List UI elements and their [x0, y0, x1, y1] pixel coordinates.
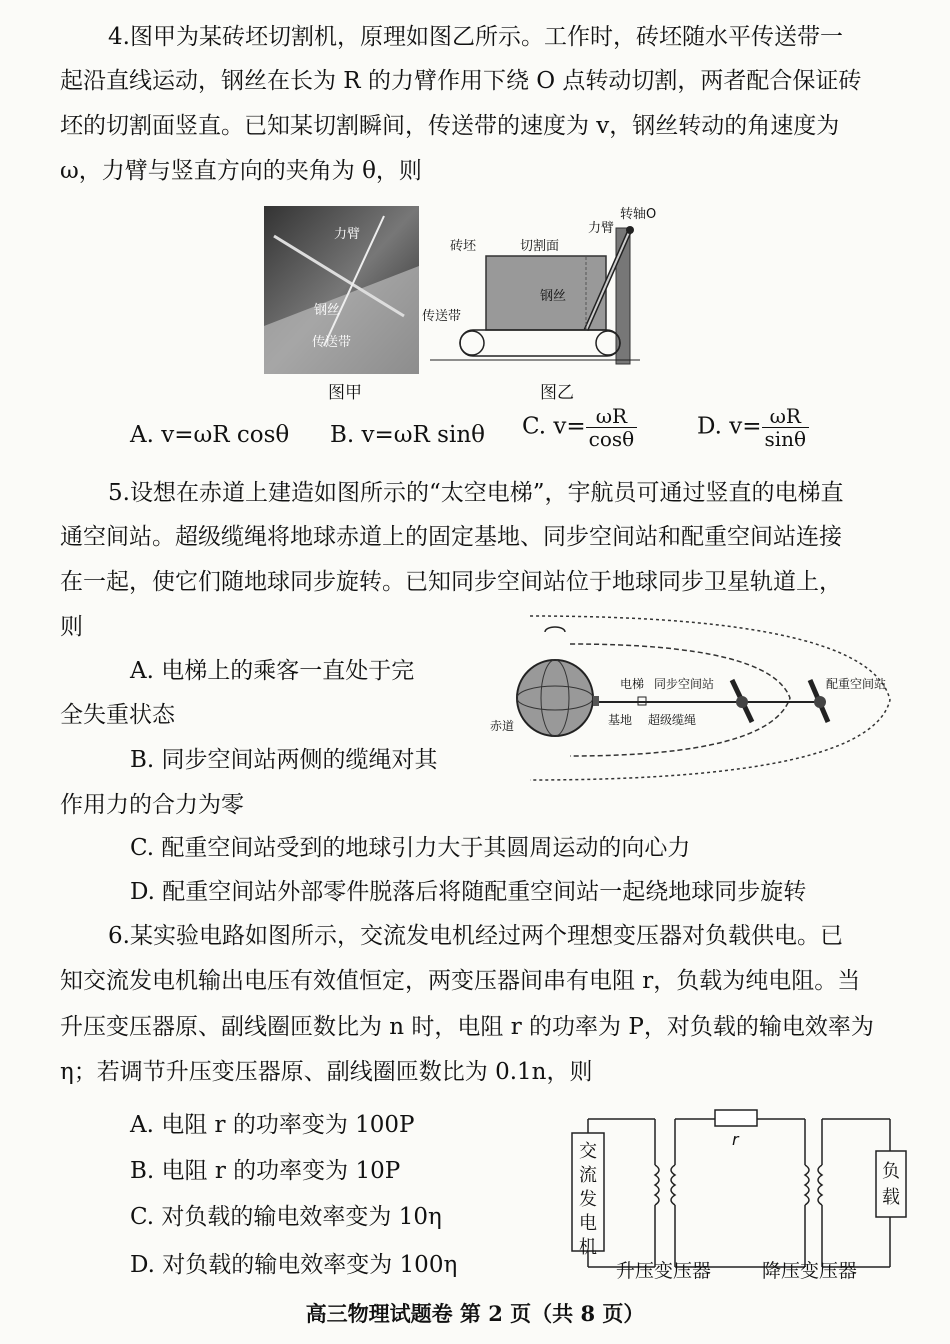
- page-footer: 高三物理试题卷 第 2 页（共 8 页）: [305, 1301, 645, 1326]
- resistor-r: [715, 1110, 757, 1126]
- q6-line-2: 知交流发电机输出电压有效值恒定，两变压器间串有电阻 r，负载为纯电阻。当: [60, 968, 861, 994]
- q4-option-d-den: sinθ: [764, 427, 807, 451]
- label-resistor: r: [732, 1130, 739, 1149]
- photo-label-belt: 传送带: [312, 335, 352, 350]
- q6-option-a: A. 电阻 r 的功率变为 100P: [130, 1112, 415, 1138]
- label-step-down: 降压变压器: [762, 1260, 858, 1282]
- label-load: 负载: [882, 1161, 900, 1208]
- label-wire: 钢丝: [540, 289, 567, 304]
- q6-line-3: 升压变压器原、副线圈匝数比为 n 时，电阻 r 的功率为 P，对负载的输电效率为: [60, 1014, 874, 1040]
- q4-line-3: 坯的切割面竖直。已知某切割瞬间，传送带的速度为 v，钢丝转动的角速度为: [60, 113, 840, 139]
- label-base: 基地: [608, 713, 633, 727]
- q4-line-1: 4.图甲为某砖坯切割机，原理如图乙所示。工作时，砖坯随水平传送带一: [108, 24, 843, 50]
- q5-diagram: [470, 610, 910, 785]
- q5-line-1: 5.设想在赤道上建造如图所示的“太空电梯”，宇航员可通过竖直的电梯直: [108, 480, 844, 506]
- q4-option-b: B. v=ωR sinθ: [330, 422, 485, 448]
- q6-option-c: C. 对负载的输电效率变为 10η: [130, 1204, 442, 1230]
- label-cut-face: 切割面: [520, 239, 560, 254]
- q5-line-3: 在一起，使它们随地球同步旋转。已知同步空间站位于地球同步卫星轨道上，: [60, 569, 842, 595]
- q4-option-c: [522, 405, 637, 450]
- label-sync-station: 同步空间站: [654, 677, 715, 691]
- q4-line-4: ω，力臂与竖直方向的夹角为 θ，则: [60, 158, 422, 184]
- label-elevator: 电梯: [620, 677, 645, 691]
- label-axis: 转轴O: [620, 207, 657, 222]
- q4-option-c-prefix: C. v=: [522, 413, 586, 440]
- q5-option-c: C. 配重空间站受到的地球引力大于其圆周运动的向心力: [130, 835, 691, 861]
- q4-diagram: [420, 200, 657, 375]
- q6-line-4: η；若调节升压变压器原、副线圈匝数比为 0.1n，则: [60, 1059, 593, 1085]
- photo-label-wire: 钢丝: [314, 303, 341, 318]
- q4-option-d: [697, 405, 809, 450]
- q6-option-d: D. 对负载的输电效率变为 100η: [130, 1252, 458, 1278]
- q5-line-2: 通空间站。超级缆绳将地球赤道上的固定基地、同步空间站和配重空间站连接: [60, 524, 842, 550]
- label-equator: 赤道: [490, 719, 515, 733]
- q5-option-b-1: B. 同步空间站两侧的缆绳对其: [130, 747, 438, 773]
- fig1-caption: 图甲: [328, 383, 362, 403]
- q4-line-2: 起沿直线运动，钢丝在长为 R 的力臂作用下绕 O 点转动切割，两者配合保证砖: [60, 68, 862, 94]
- q4-option-c-num: ωR: [586, 405, 638, 428]
- q6-line-1: 6.某实验电路如图所示，交流发电机经过两个理想变压器对负载供电。已: [108, 923, 843, 949]
- label-arm: 力臂: [588, 221, 615, 236]
- q6-option-b: B. 电阻 r 的功率变为 10P: [130, 1158, 401, 1184]
- q4-photo: [264, 206, 419, 374]
- q5-line-4: 则: [60, 614, 83, 640]
- q5-option-a-2: 全失重状态: [60, 702, 175, 728]
- label-brick: 砖坯: [450, 239, 477, 254]
- fig2-caption: 图乙: [540, 383, 574, 403]
- label-step-up: 升压变压器: [616, 1260, 712, 1282]
- photo-label-arm: 力臂: [334, 227, 361, 242]
- label-counterweight: 配重空间站: [826, 677, 887, 691]
- earth: [517, 660, 593, 736]
- label-generator: 交流发电机: [579, 1141, 597, 1258]
- q5-option-d: D. 配重空间站外部零件脱落后将随配重空间站一起绕地球同步旋转: [130, 879, 807, 905]
- q5-option-a-1: A. 电梯上的乘客一直处于完: [130, 658, 415, 684]
- q4-option-a: A. v=ωR cosθ: [130, 422, 290, 448]
- q4-option-c-den: cosθ: [588, 427, 635, 451]
- q4-option-d-num: ωR: [762, 405, 810, 428]
- q5-option-b-2: 作用力的合力为零: [60, 792, 244, 818]
- q6-circuit: [560, 1105, 925, 1285]
- label-cable: 超级缆绳: [648, 713, 697, 727]
- q4-option-d-prefix: D. v=: [697, 413, 762, 440]
- label-belt: 传送带: [422, 309, 462, 324]
